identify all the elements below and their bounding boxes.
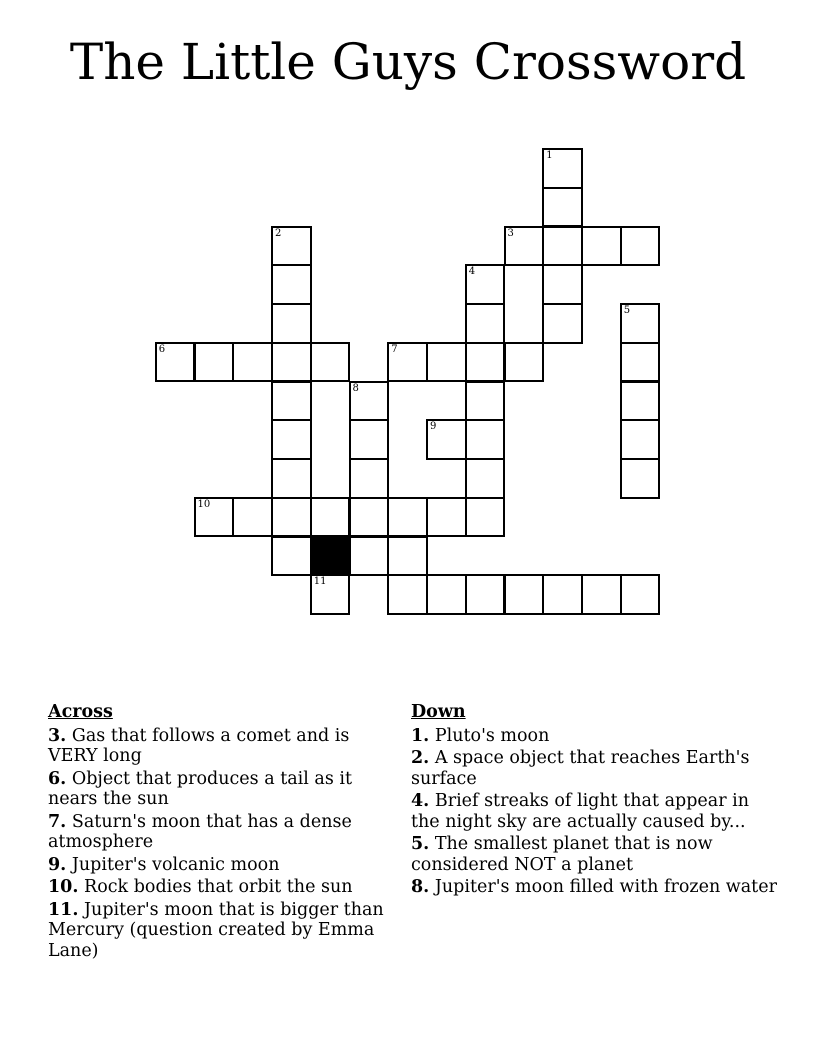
grid-cell[interactable] — [349, 458, 390, 499]
grid-cell[interactable] — [310, 342, 351, 383]
clue-text: Pluto's moon — [434, 725, 550, 746]
grid-cell[interactable] — [271, 342, 312, 383]
grid-cell[interactable] — [620, 226, 661, 267]
grid-cell[interactable] — [271, 458, 312, 499]
clue-across — [48, 900, 388, 962]
grid-cell[interactable] — [620, 303, 661, 344]
clue-number-label: 9 — [430, 421, 437, 433]
grid-cell[interactable] — [620, 381, 661, 422]
down-heading: Down — [411, 702, 466, 722]
grid-cell[interactable] — [271, 419, 312, 460]
grid-cell[interactable] — [542, 187, 583, 228]
grid-cell[interactable] — [465, 381, 506, 422]
clue-number-label: 4 — [468, 266, 476, 278]
grid-cell[interactable] — [426, 497, 467, 538]
grid-cell[interactable] — [581, 574, 622, 615]
grid-cell[interactable] — [271, 497, 312, 538]
down-clues — [411, 702, 781, 900]
grid-cell[interactable] — [465, 342, 506, 383]
grid-cell[interactable] — [232, 497, 273, 538]
clue-text: Saturn's moon that has a dense atmosphere — [48, 811, 352, 852]
grid-cell[interactable] — [465, 458, 506, 499]
grid-cell[interactable] — [465, 574, 506, 615]
grid-cell[interactable] — [620, 458, 661, 499]
grid-cell[interactable] — [194, 497, 235, 538]
clue-text: Jupiter's moon filled with frozen water — [434, 877, 777, 897]
grid-cell[interactable] — [542, 303, 583, 344]
grid-cell[interactable] — [542, 148, 583, 189]
grid-cell[interactable] — [504, 342, 545, 383]
grid-cell[interactable] — [465, 497, 506, 538]
grid-cell[interactable] — [271, 264, 312, 305]
grid-cell[interactable] — [426, 419, 467, 460]
clue-number: 3. — [48, 725, 67, 746]
grid-cell[interactable] — [271, 536, 312, 577]
clue-number: 7. — [48, 811, 67, 832]
clue-number-label: 2 — [275, 227, 282, 239]
clue-across — [48, 812, 388, 853]
across-heading: Across — [48, 702, 113, 722]
grid-cell[interactable] — [387, 574, 428, 615]
clue-text: Gas that follows a comet and is VERY long — [48, 725, 350, 766]
clue-text: Object that produces a tail as it nears the sun — [48, 768, 353, 809]
clue-across — [48, 769, 388, 810]
grid-cell[interactable] — [349, 419, 390, 460]
clue-across — [48, 855, 388, 876]
clue-number-label: 6 — [158, 343, 166, 355]
clue-number-label: 8 — [352, 382, 359, 394]
grid-cell[interactable] — [310, 574, 351, 615]
grid-cell[interactable] — [620, 342, 661, 383]
clue-down — [411, 748, 781, 789]
grid-cell[interactable] — [620, 419, 661, 460]
grid-cell[interactable] — [232, 342, 273, 383]
grid-cell[interactable] — [349, 381, 390, 422]
grid-cell[interactable] — [581, 226, 622, 267]
clue-number-label: 1 — [546, 150, 553, 161]
grid-cell[interactable] — [310, 497, 351, 538]
clue-down — [411, 791, 781, 832]
grid-cell[interactable] — [620, 574, 661, 615]
clue-text: Brief streaks of light that appear in the night sky are actually caused by... — [411, 791, 749, 832]
grid-cell[interactable] — [542, 226, 583, 267]
clue-text: A space object that reaches Earth's surface — [411, 748, 750, 789]
grid-cell[interactable] — [271, 303, 312, 344]
grid-cell[interactable] — [271, 381, 312, 422]
grid-cell[interactable] — [465, 264, 506, 305]
clue-number-label: 10 — [197, 498, 211, 510]
clue-number: 11. — [48, 899, 79, 920]
grid-cell[interactable] — [504, 226, 545, 267]
clue-number: 2. — [411, 748, 430, 768]
clue-number: 1. — [411, 725, 430, 746]
clue-number-label: 7 — [391, 343, 398, 355]
grid-cell[interactable] — [542, 264, 583, 305]
grid-cell[interactable] — [387, 497, 428, 538]
clue-number-label: 3 — [507, 227, 514, 239]
clue-down — [411, 877, 781, 898]
clue-number-label: 11 — [313, 576, 327, 588]
clue-down — [411, 726, 781, 747]
grid-cell[interactable] — [349, 536, 390, 577]
clue-number: 6. — [48, 768, 67, 789]
grid-cell[interactable] — [504, 574, 545, 615]
clue-down — [411, 834, 781, 875]
clue-text: Rock bodies that orbit the sun — [84, 877, 353, 897]
grid-cell[interactable] — [465, 303, 506, 344]
clue-text: The smallest planet that is now considered NOT a planet — [411, 834, 713, 875]
grid-cell[interactable] — [542, 574, 583, 615]
grid-cell[interactable] — [349, 497, 390, 538]
clue-number: 8. — [411, 877, 430, 897]
grid-cell[interactable] — [271, 226, 312, 267]
clue-number: 5. — [411, 834, 430, 854]
clue-across — [48, 726, 388, 767]
grid-cell[interactable] — [465, 419, 506, 460]
grid-block — [310, 536, 351, 577]
clue-across — [48, 877, 388, 898]
clue-text: Jupiter's volcanic moon — [71, 854, 280, 875]
grid-cell[interactable] — [387, 342, 428, 383]
grid-cell[interactable] — [155, 342, 196, 383]
grid-cell[interactable] — [387, 536, 428, 577]
grid-cell[interactable] — [194, 342, 235, 383]
clue-text: Jupiter's moon that is bigger than Mercury (question created by Emma Lane) — [48, 899, 384, 961]
clue-number-label: 5 — [623, 305, 631, 316]
grid-cell[interactable] — [426, 574, 467, 615]
grid-cell[interactable] — [426, 342, 467, 383]
clue-number: 4. — [411, 791, 430, 811]
page-title: The Little Guys Crossword — [69, 33, 747, 91]
clue-number: 10. — [48, 877, 79, 897]
across-clues — [48, 702, 388, 963]
clue-number: 9. — [48, 854, 67, 875]
